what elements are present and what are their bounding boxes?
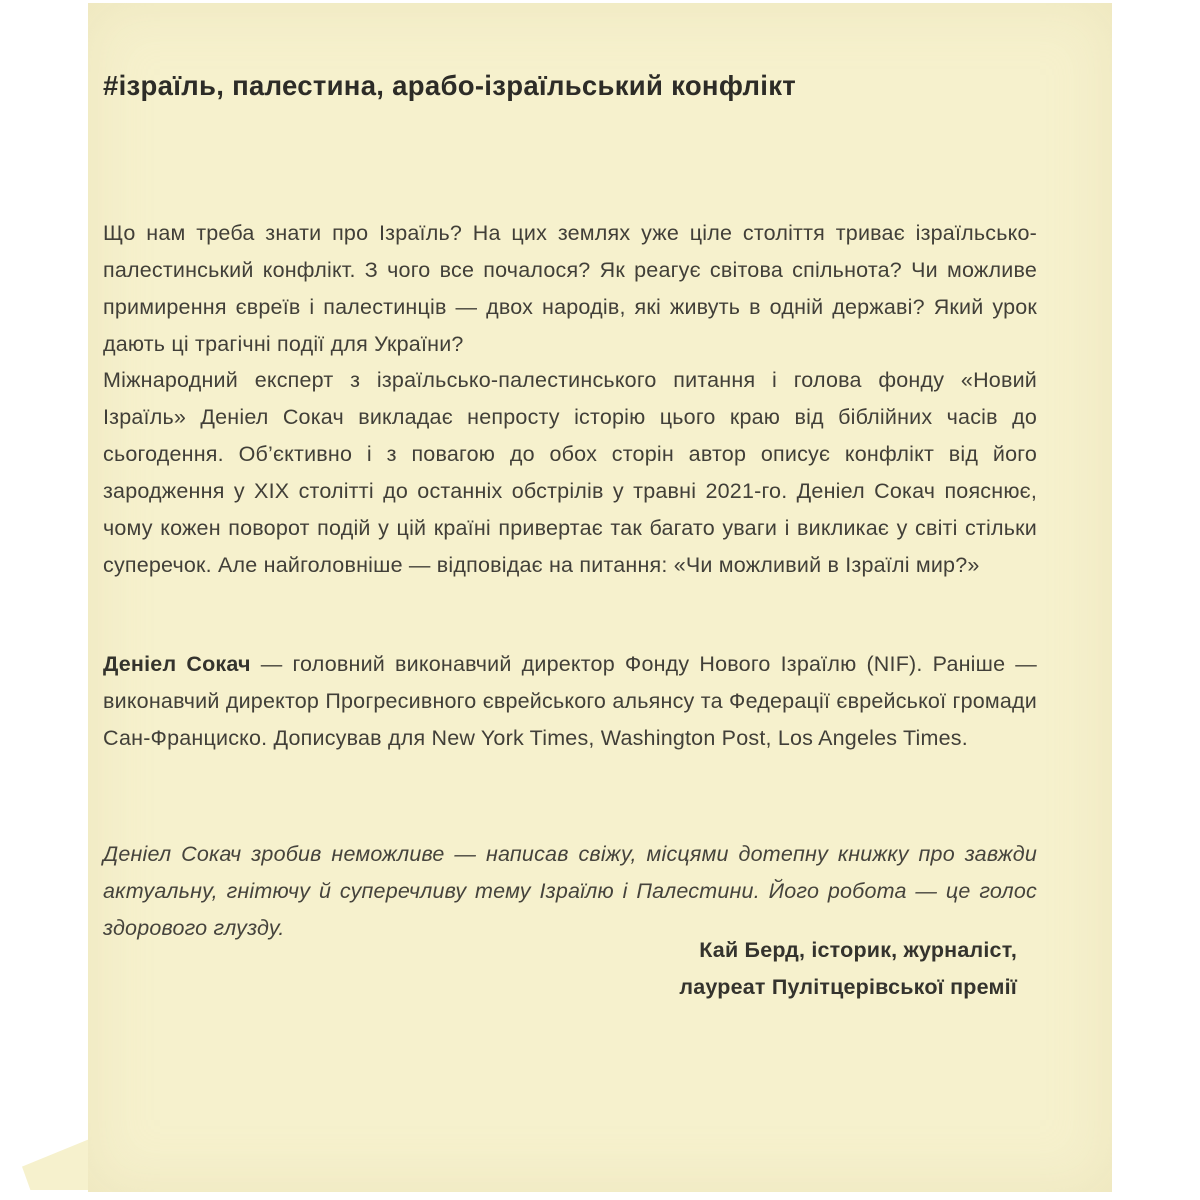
review-quote: Деніел Сокач зробив неможливе — написав свіжу, місцями дотепну книжку про завжди актуальну, гнітючу й суперечливу тему Ізраїлю і Палестини. Його робота — це голос здорового глузду. bbox=[103, 842, 1037, 940]
book-page bbox=[88, 3, 1112, 1192]
paper-bottom-edge bbox=[22, 1138, 92, 1190]
author-bio-paragraph bbox=[103, 646, 1037, 757]
page-title: #ізраїль, палестина, арабо-ізраїльський конфлікт bbox=[103, 70, 797, 101]
author-name: Деніел Сокач bbox=[103, 652, 251, 676]
attribution-line-2: лауреат Пулітцерівської премії bbox=[679, 975, 1017, 999]
quote-attribution bbox=[679, 932, 1017, 1006]
description-paragraph: Міжнародний експерт з ізраїльсько-палестинського питання і голова фонду «Новий Ізраїль» Деніел Сокач викладає непросту історію цього краю від біблійних часів до сьогодення. Об’єктивно і з повагою до обох сторін автор описує конфлікт від його зародження у XIX столітті до останніх обстрілів у травні 2021-го. Деніел Сокач пояснює, чому кожен поворот подій у цій країні привертає так багато уваги і викликає у світі стільки суперечок. Але найголовніше — відповідає на питання: «Чи можливий в Ізраїлі мир?» bbox=[103, 368, 1037, 577]
attribution-line-1: Кай Берд, історик, журналіст, bbox=[699, 938, 1017, 962]
author-bio-text: — головний виконавчий директор Фонду Нового Ізраїлю (NIF). Раніше — виконавчий директор Прогресивного єврейського альянсу та Федерації єврейської громади Сан-Франциско. Дописував для New York Times, Washington Post, Los Angeles Times. bbox=[103, 652, 1037, 750]
intro-paragraph: Що нам треба знати про Ізраїль? На цих землях уже ціле століття триває ізраїльсько-палестинський конфлікт. З чого все почалося? Як реагує світова спільнота? Чи можливе примирення євреїв і палестинців — двох народів, які живуть в одній державі? Який урок дають ці трагічні події для України? bbox=[103, 221, 1037, 356]
